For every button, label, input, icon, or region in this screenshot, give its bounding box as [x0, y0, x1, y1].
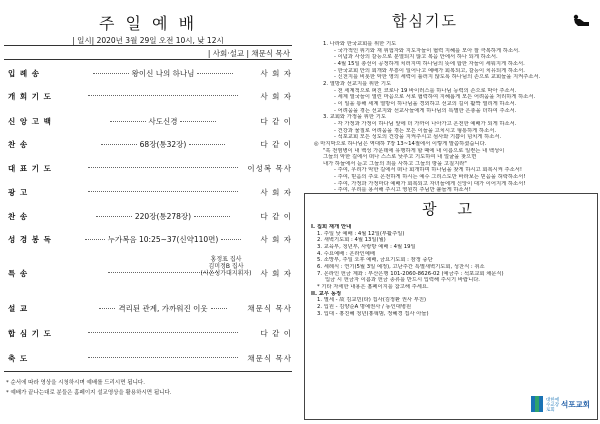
prayer-line: - 주여, 가정과 가정마다 예배가 회복되고 자녀들에게 신앙이 대가 이어지게 하소서!	[334, 180, 526, 187]
prayer-line: 2. 열방과 선교지를 위한 기도	[323, 80, 392, 87]
prayer-line: - 석포교회 모든 성도의 건강을 지켜주시고 섬사와 기쁨이 넘치게 하소서.	[334, 134, 502, 141]
praying-person-icon	[572, 13, 590, 27]
order-content: 누가복음 10:25~37(신약110면)	[107, 235, 219, 244]
order-person: 다 같 이	[260, 212, 292, 221]
order-person: 이성복 목사	[247, 164, 292, 173]
order-person: 사 회 자	[260, 92, 292, 101]
order-label: 입 례 송	[8, 69, 40, 78]
church-logo-mark-accent	[535, 396, 539, 412]
prayer-line: - 건강과 물질로 어려움을 겪는 모든 이들을 고치시고 형통하게 하소서.	[334, 127, 497, 134]
prayer-title: 합심기도	[392, 12, 458, 30]
order-row	[0, 211, 296, 223]
prayer-line: 내가 하늘에서 듣고 그들의 죄를 사하고 그들의 땅을 고칠지라"	[323, 160, 467, 167]
footnote: * 예배가 끝나는대로 분들은 홈페이지 설교영상을 활용하시면 됩니다.	[6, 390, 172, 396]
divider	[4, 371, 292, 372]
preacher-roles: | 사회·설교 | 채문식 목사	[207, 49, 290, 58]
prayer-line: - 주여, 믿음의 주요 온전하게 하시는 예수 그리스도만 바라보는 믿음을 허락하소서!	[334, 174, 526, 181]
order-person: 사 회 자	[260, 188, 292, 197]
order-person: 사 회 자	[260, 235, 292, 244]
prayer-line: - 각 가정과 가정이 하나님 앞에 더 가까이 나아가고 온전한 예배가 되게 하소서.	[334, 120, 517, 127]
order-label: 설 교	[8, 304, 29, 313]
prayer-line: - 주여, 우리가 악한 길에서 떠나 회개하며 하나님을 찾게 하시고 회복시켜 주소서!	[334, 167, 522, 174]
notice-line: 7. 온라인 헌금 계좌 : 부산은행 101-2060-8626-02 (예금주 : 석포교회 채문식)	[317, 270, 504, 277]
order-label: 특 송	[8, 269, 29, 278]
notice-line: 입금 시 헌금자 이름과 헌금 종류를 반드시 입력해 주시기 바랍니다.	[325, 277, 480, 284]
divider	[4, 59, 292, 60]
prayer-line: 3. 교회와 가정을 위한 기도	[323, 114, 386, 121]
order-row	[0, 91, 296, 103]
prayer-line: ◎ 마지막으로 하나님은 역대하 7장 13~14절에서 이렇게 말씀하셨습니다.	[314, 140, 487, 147]
church-logo	[531, 395, 591, 413]
prayer-line: - 이념과 사상의 갈등으로 분열되지 않고 복음 안에서 하나 되게 하소서.	[334, 54, 498, 61]
order-row	[0, 353, 296, 365]
service-dateline: | 일시| 2020년 3월 29일 오전 10시, 낮 12시	[72, 36, 224, 45]
order-person: 채문식 목사	[247, 304, 292, 313]
order-person: 사 회 자	[260, 269, 292, 278]
prayer-line: "혹 전염병이 내 백성 가운데에 유행하게 할 때에 내 이름으로 일컫는 내 백성이	[323, 147, 505, 154]
order-row	[0, 187, 296, 199]
notice-line: 2. 새벽기도회 : 4월 13일(월)	[317, 237, 386, 244]
notice-line: 5. 소망부, 주일 오후 예배, 금요기도회 : 잠정 중단	[317, 257, 433, 264]
notice-title: 광 고	[422, 200, 480, 218]
order-content: 사도신경	[148, 117, 178, 126]
notice-line: 1. 주일 낮 예배 : 4월 12일(부활주일)	[317, 230, 405, 237]
order-content: 격리된 관계, 가까워진 이웃	[118, 304, 208, 313]
order-label: 광 고	[8, 188, 29, 197]
order-person: 채문식 목사	[247, 354, 292, 363]
prayer-list	[314, 41, 596, 194]
notice-line: 3. 교육부, 청년부, 사랑방 예배 : 4월 19일	[317, 243, 416, 250]
prayer-line: - 4월 15일 총선이 공정하게 치러지며 하나님의 뜻에 합한 자들이 세워지게 하소서.	[334, 60, 525, 67]
notice-line: 2. 입원 - 김양순A 명예권사 / 동인대병원	[317, 303, 412, 310]
footnote: * 순서에 따라 영상을 시청하시며 예배를 드리시면 됩니다.	[6, 380, 145, 386]
order-person: 다 같 이	[260, 117, 292, 126]
order-label: 개 회 기 도	[8, 92, 52, 101]
prayer-line: - 세계 열국들이 열린 마음으로 서로 협력하여 지혜롭게 모든 어려움을 처리하게 하소서.	[334, 94, 536, 101]
prayer-line: - 어려움을 겪는 선교지와 선교사들에게 하나님의 특별한 은총을 더하여 주소서.	[334, 107, 517, 114]
notice-list	[311, 224, 593, 317]
worship-order-panel	[0, 0, 296, 424]
notice-line: II. 교우 동정	[311, 290, 342, 297]
singer-role: (시온성가대지휘자)	[200, 270, 252, 277]
notice-line: 6. 세례식 : 연기(5월 3일 예정), 고난주간 특별새벽기도회, 성찬식 : 취소	[317, 263, 485, 270]
order-label: 합 심 기 도	[8, 329, 52, 338]
order-label: 대 표 기 도	[8, 164, 52, 173]
order-row	[0, 68, 296, 80]
order-label: 축 도	[8, 354, 29, 363]
worship-title: 주 일 예 배	[98, 14, 198, 33]
notice-line: I. 집회 재개 안내	[311, 224, 352, 230]
singer-name: 김미정B 집사	[208, 263, 244, 270]
prayer-line: - 국가적인 위기와 재 위험자와 지도자들이 협력 지혜를 모아 잘 극복하게 하소서.	[334, 47, 520, 54]
order-label: 신 앙 고 백	[8, 117, 52, 126]
prayer-line: - 이 일을 통해 세계 열방이 하나님을 경외하고 선교의 길이 활짝 열리게 하소서.	[334, 100, 517, 107]
special-song-singers	[196, 256, 256, 277]
singer-name: 홍정표 집사	[210, 256, 242, 263]
order-content: 220장(통278장)	[134, 212, 192, 221]
order-row	[0, 234, 296, 246]
notice-line: 3. 입대 - 홍진혜 청년(홍혁범, 정혜경 집사 아들)	[317, 310, 429, 317]
order-row	[0, 163, 296, 175]
prayer-line: 그들의 악한 길에서 떠나 스스로 낮추고 기도하여 내 얼굴을 찾으면	[323, 154, 477, 161]
order-row	[0, 303, 296, 315]
prayer-line: - 신천지를 비롯한 악한 영의 세력이 틀러지 않도록 하나님의 손으로 교회들을 지켜주소서.	[334, 74, 541, 81]
notice-line: 4. 수요예배 : 온라인예배	[317, 250, 375, 257]
divider	[4, 45, 292, 46]
order-person: 사 회 자	[260, 69, 292, 78]
order-person: 다 같 이	[260, 140, 292, 149]
order-row	[0, 116, 296, 128]
order-label: 성 경 봉 독	[8, 235, 52, 244]
order-content: 68장(통32장)	[139, 140, 187, 149]
church-name: 석포교회	[561, 400, 590, 409]
prayer-and-notice-panel	[300, 0, 600, 424]
prayer-line: - 전 세계적으로 퍼진 코로나 19 바이러스를 하나님 능력의 손으로 막아 주소서.	[334, 87, 517, 94]
order-person: 다 같 이	[260, 329, 292, 338]
order-content: 왕이신 나의 하나님	[131, 69, 195, 78]
order-row	[0, 139, 296, 151]
notice-line: * 기타 자세한 내용은 홈페이지를 참고해 주세요.	[317, 283, 429, 290]
order-label: 찬 송	[8, 212, 29, 221]
order-label: 찬 송	[8, 140, 29, 149]
notice-box	[304, 193, 598, 420]
prayer-line: - 주여, 우리를 용서해 주시고 영원히 주님만 붙들게 하소서!	[334, 187, 471, 194]
order-row	[0, 328, 296, 340]
prayer-line: 1. 나라와 한국교회를 위한 기도	[323, 41, 397, 47]
church-denomination: 대한예수교장로회	[546, 398, 560, 413]
prayer-line: - 한국교회 안의 회개와 부흥이 일어나고 예배가 회복되고, 갈등이 치유되게 하소서.	[334, 67, 525, 74]
notice-line: 1. 별세 - 故 김교민(타) 집사(김정환 권사 부친)	[317, 297, 427, 304]
